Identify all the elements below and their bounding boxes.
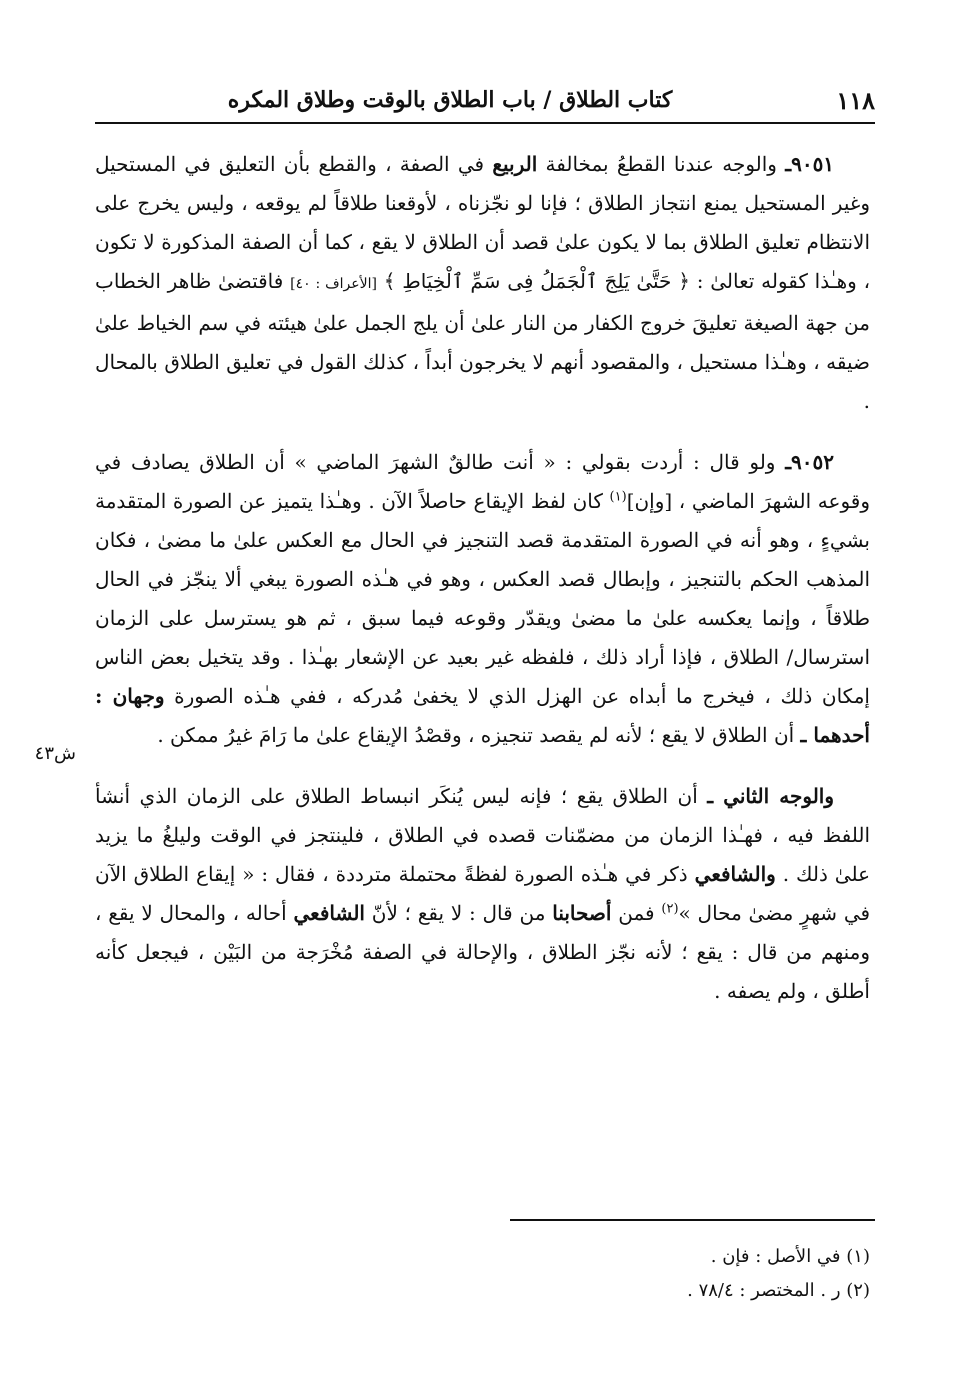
running-title: كتاب الطلاق / باب الطلاق بالوقت وطلاق المكره [227, 87, 673, 113]
paragraph-text: أحاله ، والمحال لا يقع ، ومنهم من قال : يقع ؛ لأنه نجّز الطلاق ، والإحالة في الصفة مُخْرَجة من البَيْن ، فيجعل كأنه أطلق ، ولم يصفه . [95, 901, 870, 1003]
footnote-mark[interactable]: (٢) [661, 901, 679, 917]
footnote-text: ر . المختصر : ٧٨/٤ . [687, 1280, 841, 1301]
paragraph-text: من قال : لا يقع ؛ لأنّ [371, 901, 546, 925]
paragraph-number: ٩٠٥٢ـ [785, 450, 835, 474]
footnote-text: في الأصل : فإن . [710, 1246, 841, 1267]
paragraph-text: فاقتضىٰ ظاهر الخطاب من جهة الصيغة تعليقَ خروج الكفار من النار علىٰ أن يلج الجمل علىٰ هيئته في سم الخياط علىٰ ضيقه ، وهـٰذا مستحيل ، والمقصود أنهم لا يخرجون أبداً ، كذلك القول في تعليق الطلاق بالمحال . [95, 269, 870, 413]
bold-term: والوجه الثاني ـ [707, 784, 835, 808]
paragraph-text: والوجه عندنا القطعُ بمخالفة [545, 152, 777, 176]
page-number: ١١٨ [836, 85, 875, 115]
quran-verse: ﴿ حَتَّىٰ يَلِجَ ٱلْجَمَلُ فِى سَمِّ ٱلْخِيَاطِ ﴾ [383, 269, 690, 293]
paragraph-text: كان لفظ الإيقاع حاصلاً الآن . وهـٰذا يتميز عن الصورة المتقدمة بشيءٍ ، وهو أنه في الصورة المتقدمة قصد التنجيز في الحال مع العكس علىٰ ما مضىٰ ، فكان المذهب الحكم بالتنجيز ، وإبطال قصد العكس ، وهو في هـٰذه الصورة يبغي ألا ينجّز في الحال طلاقاً ، وإنما يعكسه علىٰ ما مضىٰ ويقدّر وقوعه فيما سبق ، ثم هو يسترسل على الزمان استرسال/ الطلاق ، فإذا أراد ذلك ، فلفظه غير بعيد عن الإشعار بهـٰذا . وقد يتخيل بعض الناس إمكان ذلك ، فيخرج ما أبداه عن الهزل الذي لا يخفىٰ مُدركه ، ففي هـٰذه الصورة [95, 489, 870, 708]
footnote-1 [95, 1240, 870, 1274]
paragraph-text: ذكر في هـٰذه الصورة لفظةً محتملة مترددة ، فقال : « إيقاع الطلاق الآن في شهرٍ مضىٰ محال » [95, 862, 871, 925]
footnote-divider [510, 1219, 875, 1221]
bold-name: الشافعي [293, 901, 365, 925]
paragraph-text: في الصفة ، والقطع بأن التعليق في المستحيل وغير المستحيل يمنع انتجاز الطلاق ؛ فإنا لو نجّزناه ، لأوقعنا طلاقاً لم يوقعه ، وليس يخرج على الانتظام تعليق الطلاق بما لا يكون علىٰ قصد أن الطلاق لا يقع ، كما أن الصفة المذكورة لا تكون ، وهـٰذا كقوله تعالىٰ : [95, 152, 871, 293]
paragraph-text: أن الطلاق لا يقع ؛ لأنه لم يقصد تنجيزه ، وقصْدُ الإيقاع علىٰ ما رَامَ غيرُ ممكن . [157, 723, 795, 747]
paragraph-9052 [95, 443, 870, 755]
bold-term: أصحابنا [552, 901, 612, 925]
bold-name: والشافعي [694, 862, 776, 886]
footnote-2 [95, 1274, 870, 1308]
page-header [95, 78, 875, 124]
paragraph-number: ٩٠٥١ـ [785, 152, 835, 176]
paragraph-second-view [95, 777, 870, 1011]
paragraph-9051 [95, 145, 870, 421]
footnotes [95, 1240, 870, 1308]
footnote-number: (١) [846, 1246, 870, 1267]
footnote-mark[interactable]: (١) [609, 489, 627, 505]
paragraph-text: أن الطلاق يقع ؛ فإنه ليس يُنكَر انبساط الطلاق على الزمان الذي أنشأ اللفظ فيه ، فهـٰذا الزمان من مضمّنات قصده في الطلاق ، فلينتجز في الوقت وليلغُ ما يزيد علىٰ ذلك . [95, 784, 871, 886]
bold-term: وجهان : أحدهما ـ [95, 684, 870, 747]
paragraph-text: فمن [618, 901, 655, 925]
bold-name: الربيع [492, 152, 538, 176]
body-text [95, 145, 870, 1033]
paragraph-text: ولو قال : أردت بقولي : « أنت طالقٌ الشهرَ الماضي » أن الطلاق يصادف في وقوعه الشهرَ الماضي ، [وإن] [95, 450, 871, 513]
footnote-number: (٢) [846, 1280, 870, 1301]
margin-note: ش٤٣ [34, 743, 76, 764]
verse-reference: [الأعراف : ٤٠] [290, 276, 377, 292]
